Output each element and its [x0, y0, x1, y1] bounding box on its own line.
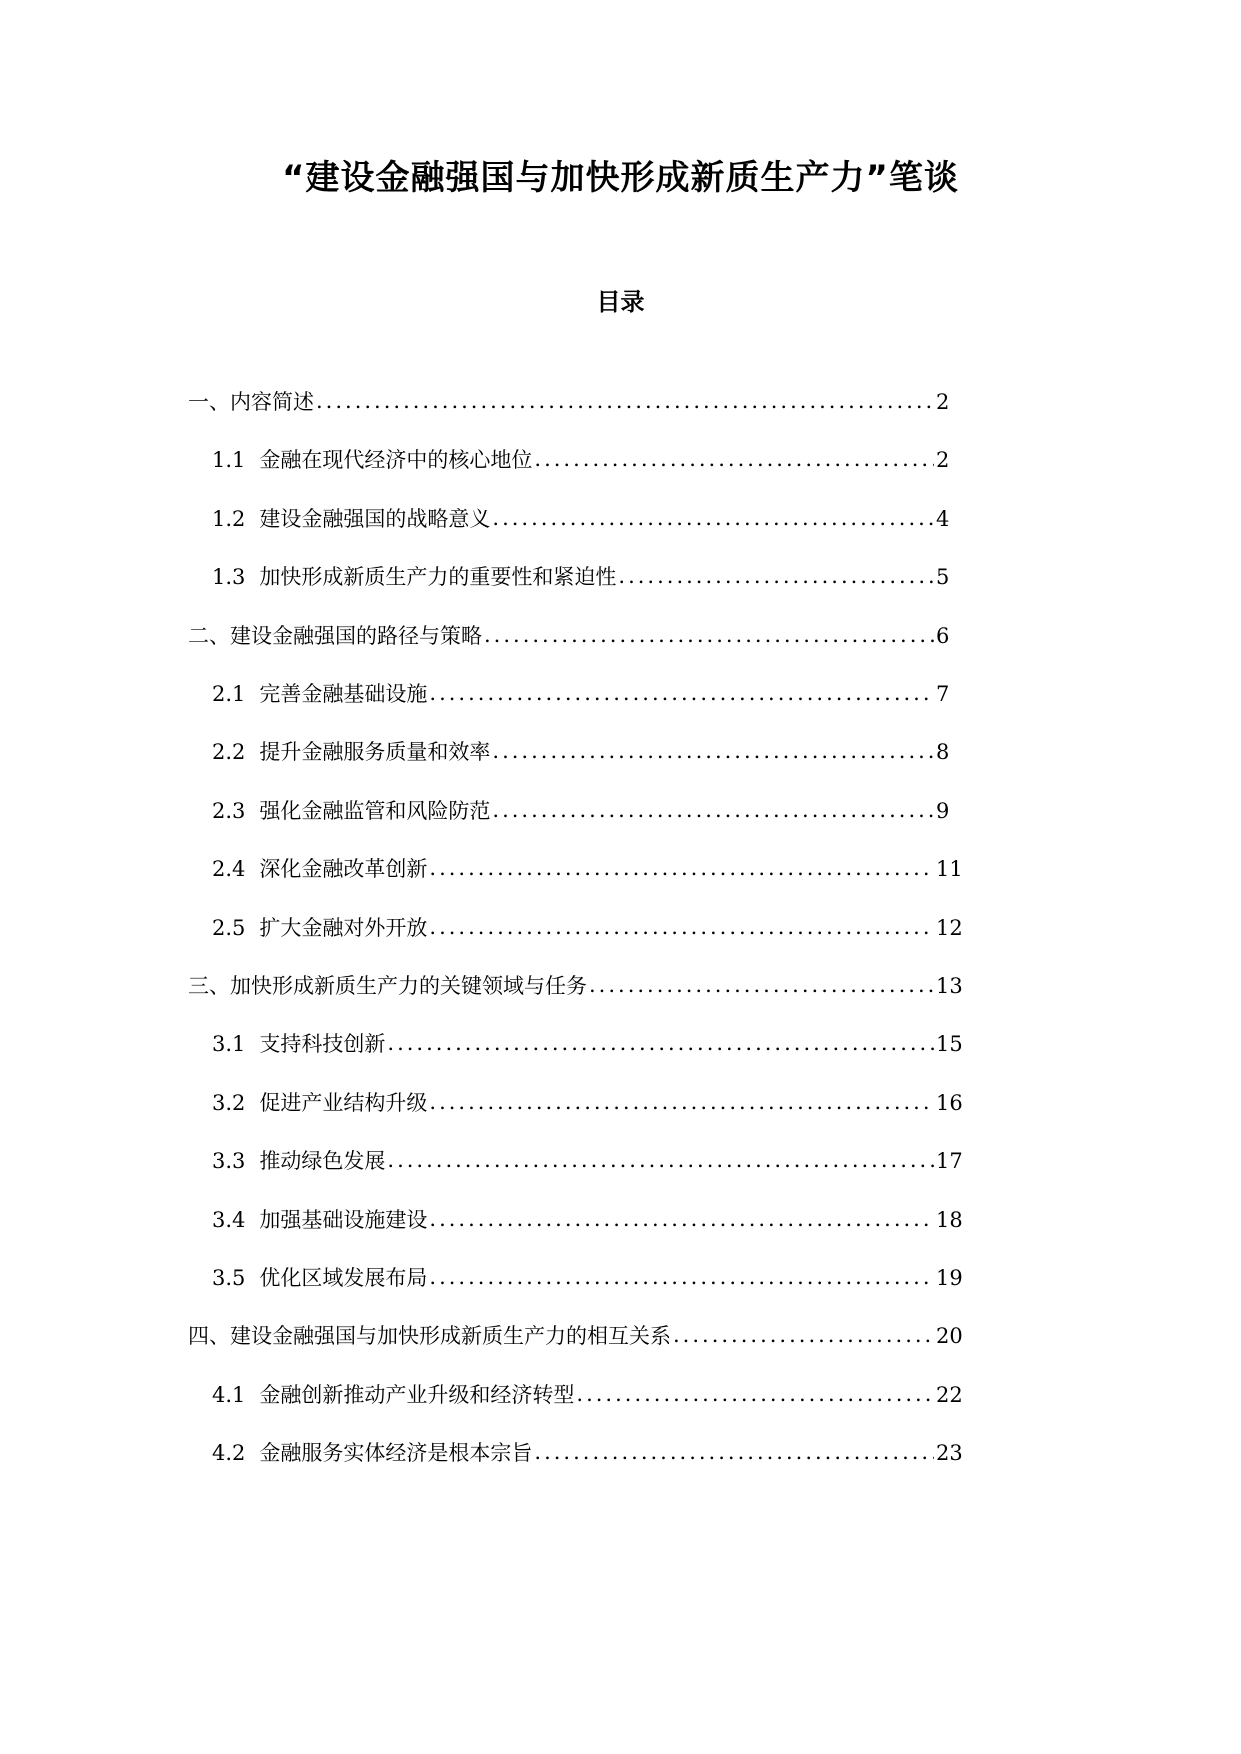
- toc-dot-leader: [429, 848, 934, 888]
- toc-entry-title: 一、内容简述: [188, 390, 314, 414]
- toc-page-number: 9: [936, 799, 950, 823]
- toc-subsection-entry[interactable]: [212, 732, 948, 772]
- toc-entry-number: 2.4: [212, 857, 246, 881]
- toc-entry-title: 促进产业结构升级: [259, 1091, 428, 1115]
- toc-page-number: 2: [936, 448, 950, 472]
- toc-entry-title: 优化区域发展布局: [259, 1266, 428, 1290]
- toc-page-number: 8: [936, 740, 950, 764]
- toc-subsection-entry[interactable]: [212, 1433, 963, 1473]
- toc-dot-leader: [484, 615, 934, 655]
- toc-section-entry[interactable]: [188, 616, 948, 656]
- toc-entry-title: 加快形成新质生产力的重要性和紧迫性: [259, 565, 617, 589]
- toc-page-number: 7: [936, 682, 950, 706]
- toc-dot-leader: [429, 1082, 934, 1122]
- toc-dot-leader: [492, 498, 934, 538]
- toc-entry-number: 3.1: [212, 1032, 246, 1056]
- toc-dot-leader: [387, 1023, 934, 1063]
- toc-entry-number: 3.3: [212, 1149, 246, 1173]
- toc-entry-number: 3.2: [212, 1091, 246, 1115]
- toc-page-number: 13: [936, 974, 963, 998]
- toc-entry-title: 推动绿色发展: [259, 1149, 386, 1173]
- toc-entry-number: 4.1: [212, 1383, 246, 1407]
- toc-entry-title: 金融创新推动产业升级和经济转型: [259, 1383, 575, 1407]
- toc-entry-title: 强化金融监管和风险防范: [259, 799, 491, 823]
- toc-page-number: 19: [936, 1266, 963, 1290]
- toc-entry-title: 提升金融服务质量和效率: [259, 740, 491, 764]
- toc-page-number: 12: [936, 916, 963, 940]
- toc-entry-title: 完善金融基础设施: [259, 682, 428, 706]
- toc-dot-leader: [534, 439, 934, 479]
- toc-entry-number: 2.5: [212, 916, 246, 940]
- toc-page-number: 15: [936, 1032, 963, 1056]
- toc-dot-leader: [492, 790, 934, 830]
- toc-subsection-entry[interactable]: [212, 557, 948, 597]
- toc-page-number: 20: [936, 1324, 963, 1348]
- toc-subsection-entry[interactable]: [212, 1258, 963, 1298]
- toc-dot-leader: [429, 907, 934, 947]
- toc-page-number: 22: [936, 1383, 963, 1407]
- toc-dot-leader: [492, 731, 934, 771]
- toc-page-number: 11: [936, 857, 963, 881]
- toc-dot-leader: [316, 381, 934, 421]
- toc-entry-number: 3.4: [212, 1208, 246, 1232]
- toc-entry-number: 2.1: [212, 682, 246, 706]
- toc-page-number: 17: [936, 1149, 963, 1173]
- document-title: “建设金融强国与加快形成新质生产力”笔谈: [282, 158, 959, 198]
- toc-entry-title: 三、加快形成新质生产力的关键领域与任务: [188, 974, 587, 998]
- toc-subsection-entry[interactable]: [212, 908, 963, 948]
- toc-dot-leader: [429, 673, 934, 713]
- toc-subsection-entry[interactable]: [212, 1083, 963, 1123]
- toc-entry-title: 扩大金融对外开放: [259, 916, 428, 940]
- toc-dot-leader: [673, 1315, 934, 1355]
- toc-dot-leader: [589, 965, 934, 1005]
- toc-entry-number: 1.3: [212, 565, 246, 589]
- toc-subsection-entry[interactable]: [212, 849, 963, 889]
- toc-subsection-entry[interactable]: [212, 1141, 963, 1181]
- toc-entry-title: 四、建设金融强国与加快形成新质生产力的相互关系: [188, 1324, 671, 1348]
- toc-subsection-entry[interactable]: [212, 674, 948, 714]
- toc-entry-title: 金融服务实体经济是根本宗旨: [259, 1441, 533, 1465]
- toc-page-number: 6: [936, 624, 950, 648]
- toc-page-number: 5: [936, 565, 950, 589]
- toc-subsection-entry[interactable]: [212, 499, 948, 539]
- toc-entry-number: 2.3: [212, 799, 246, 823]
- toc-page-number: 16: [936, 1091, 963, 1115]
- toc-subsection-entry[interactable]: [212, 1024, 963, 1064]
- toc-dot-leader: [387, 1140, 934, 1180]
- toc-page-number: 2: [936, 390, 950, 414]
- toc-page-number: 23: [936, 1441, 963, 1465]
- toc-entry-title: 二、建设金融强国的路径与策略: [188, 624, 482, 648]
- toc-section-entry[interactable]: [188, 1316, 963, 1356]
- toc-entry-number: 1.1: [212, 448, 246, 472]
- toc-subsection-entry[interactable]: [212, 1375, 963, 1415]
- toc-entry-title: 金融在现代经济中的核心地位: [259, 448, 533, 472]
- toc-subsection-entry[interactable]: [212, 440, 948, 480]
- toc-entry-number: 2.2: [212, 740, 246, 764]
- toc-subsection-entry[interactable]: [212, 791, 948, 831]
- toc-section-entry[interactable]: [188, 966, 963, 1006]
- toc-entry-number: 1.2: [212, 507, 246, 531]
- toc-dot-leader: [618, 556, 934, 596]
- toc-entry-title: 建设金融强国的战略意义: [259, 507, 491, 531]
- toc-entry-number: 3.5: [212, 1266, 246, 1290]
- toc-dot-leader: [576, 1374, 934, 1414]
- toc-entry-title: 支持科技创新: [259, 1032, 386, 1056]
- toc-entry-title: 深化金融改革创新: [259, 857, 428, 881]
- toc-dot-leader: [429, 1257, 934, 1297]
- toc-dot-leader: [534, 1432, 934, 1472]
- toc-dot-leader: [429, 1199, 934, 1239]
- toc-page-number: 18: [936, 1208, 963, 1232]
- toc-section-entry[interactable]: [188, 382, 948, 422]
- toc-heading: 目录: [596, 288, 645, 316]
- toc-subsection-entry[interactable]: [212, 1200, 963, 1240]
- toc-page-number: 4: [936, 507, 950, 531]
- toc-entry-title: 加强基础设施建设: [259, 1208, 428, 1232]
- toc-entry-number: 4.2: [212, 1441, 246, 1465]
